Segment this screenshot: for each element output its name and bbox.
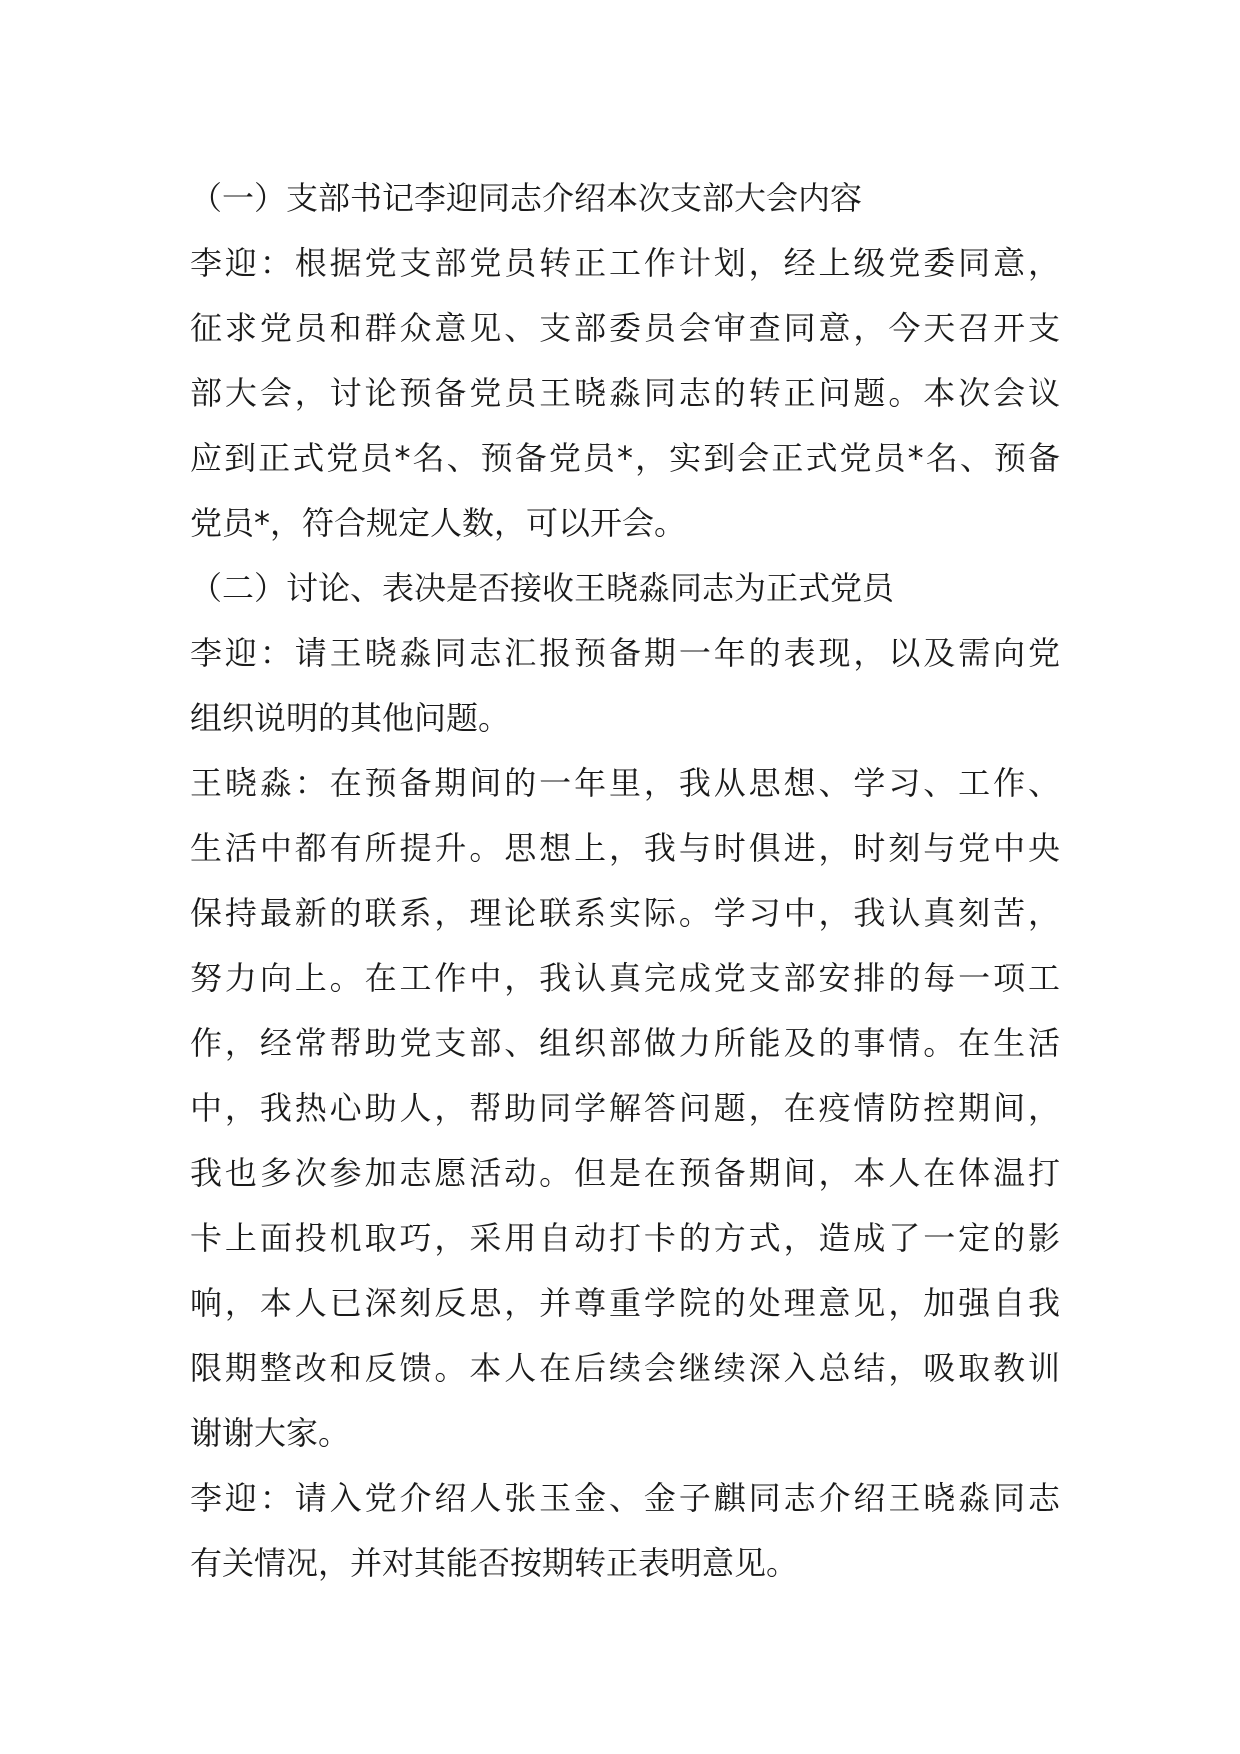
paragraph-line: 李迎：请入党介绍人张玉金、金子麒同志介绍王晓淼同志	[190, 1479, 1060, 1517]
paragraph-line: 组织说明的其他问题。	[190, 699, 511, 737]
paragraph-line: 保持最新的联系，理论联系实际。学习中，我认真刻苦，	[190, 894, 1060, 932]
section-heading-2	[190, 556, 1060, 621]
heading-line: （二）讨论、表决是否接收王晓淼同志为正式党员	[190, 569, 895, 607]
paragraph-line: 征求党员和群众意见、支部委员会审查同意，今天召开支	[190, 309, 1060, 347]
paragraph-line: 作，经常帮助党支部、组织部做力所能及的事情。在生活	[190, 1024, 1060, 1062]
paragraph-line: 中，我热心助人，帮助同学解答问题，在疫情防控期间，	[190, 1089, 1060, 1127]
paragraph-liying-request	[190, 621, 1060, 751]
paragraph-line: 部大会，讨论预备党员王晓淼同志的转正问题。本次会议	[190, 374, 1060, 412]
paragraph-liying-intro	[190, 231, 1060, 556]
paragraph-line: 卡上面投机取巧，采用自动打卡的方式，造成了一定的影	[190, 1219, 1060, 1257]
document-body	[190, 166, 1060, 1596]
paragraph-line: 我也多次参加志愿活动。但是在预备期间，本人在体温打	[190, 1154, 1060, 1192]
paragraph-wangxiaomiao-report	[190, 751, 1060, 1466]
paragraph-line: 生活中都有所提升。思想上，我与时俱进，时刻与党中央	[190, 829, 1060, 867]
paragraph-line: 谢谢大家。	[190, 1414, 351, 1452]
heading-line: （一）支部书记李迎同志介绍本次支部大会内容	[190, 179, 863, 217]
paragraph-line: 党员*，符合规定人数，可以开会。	[190, 504, 687, 542]
paragraph-line: 响，本人已深刻反思，并尊重学院的处理意见，加强自我	[190, 1284, 1060, 1322]
paragraph-line: 努力向上。在工作中，我认真完成党支部安排的每一项工	[190, 959, 1060, 997]
paragraph-line: 有关情况，并对其能否按期转正表明意见。	[190, 1544, 799, 1582]
paragraph-line: 李迎：请王晓淼同志汇报预备期一年的表现，以及需向党	[190, 634, 1060, 672]
paragraph-line: 应到正式党员*名、预备党员*，实到会正式党员*名、预备	[190, 439, 1060, 477]
paragraph-line: 王晓淼：在预备期间的一年里，我从思想、学习、工作、	[190, 764, 1060, 802]
section-heading-1	[190, 166, 1060, 231]
paragraph-line: 李迎：根据党支部党员转正工作计划，经上级党委同意，	[190, 244, 1060, 282]
paragraph-line: 限期整改和反馈。本人在后续会继续深入总结，吸取教训	[190, 1349, 1060, 1387]
paragraph-liying-introducers	[190, 1466, 1060, 1596]
